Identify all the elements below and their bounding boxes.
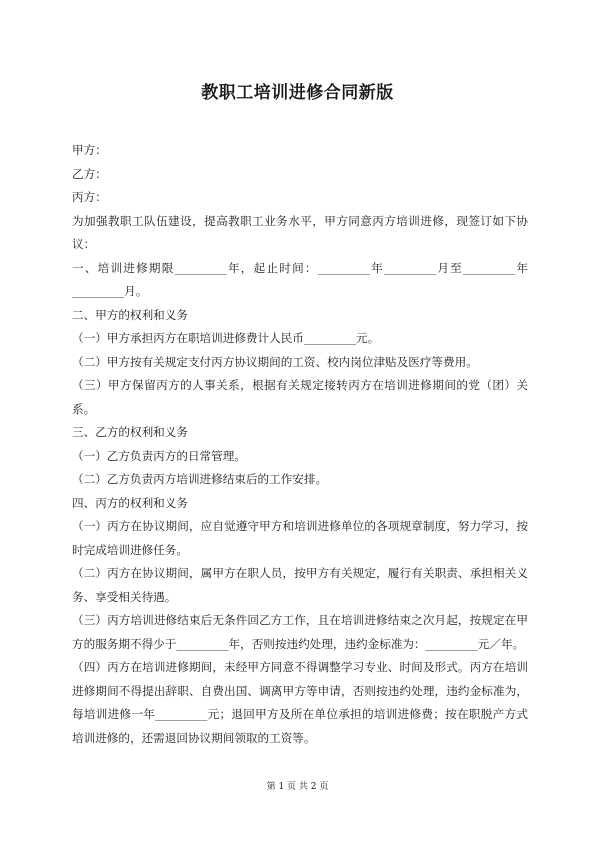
party-a-item-2: （二）甲方按有关规定支付丙方协议期间的工资、校内岗位津贴及医疗等费用。	[72, 354, 478, 369]
document-title: 教职工培训进修合同新版	[201, 83, 394, 103]
party-c-line: 丙方：	[72, 190, 107, 204]
document-body	[72, 139, 528, 750]
party-a-item-3: （三）甲方保留丙方的人事关系，根据有关规定接转丙方在培训进修期间的党（团）关系。	[72, 378, 528, 416]
intro-paragraph: 为加强教职工队伍建设，提高教职工业务水平，甲方同意丙方培训进修，现签订如下协议：	[72, 213, 528, 251]
party-c-item-1: （一）丙方在协议期间，应自觉遵守甲方和培训进修单位的各项规章制度，努力学习，按时完成培训进修任务。	[72, 519, 528, 557]
clause-term: 一、培训进修期限_________年，起止时间：_________年_________月至_________年_________月。	[72, 260, 528, 298]
party-b-line: 乙方：	[72, 166, 107, 181]
page-number: 第 1 页 共 2 页	[266, 782, 329, 792]
party-b-item-1: （一）乙方负责丙方的日常管理。	[72, 448, 246, 463]
party-a-line: 甲方：	[72, 143, 107, 157]
party-c-item-3: （三）丙方培训进修结束后无条件回乙方工作，且在培训进修结束之次月起，按规定在甲方的服务期不得少于_________年，否则按违约处理，违约金标准为：_________元／年。	[72, 613, 528, 651]
party-b-item-2: （二）乙方负责丙方培训进修结束后的工作安排。	[72, 472, 328, 486]
party-a-item-1: （一）甲方承担丙方在职培训进修费计人民币_________元。	[72, 331, 380, 345]
section-heading-party-a: 二、甲方的权利和义务	[72, 307, 188, 322]
party-c-item-4: （四）丙方在培训进修期间，未经甲方同意不得调整学习专业、时间及形式。丙方在培训进修期间不得提出辞职、自费出国、调离甲方等申请，否则按违约处理，违约金标准为，每培训进修一年_________元；退回甲方及所在单位承担的培训进修费；按在职脱产方式培训进修的，还需退回协议期间领取的工资等。	[72, 660, 528, 745]
section-heading-party-c: 四、丙方的权利和义务	[72, 495, 188, 510]
party-c-item-2: （二）丙方在协议期间，属甲方在职人员，按甲方有关规定，履行有关职责、承担相关义务、享受相关待遇。	[72, 566, 528, 604]
section-heading-party-b: 三、乙方的权利和义务	[72, 425, 188, 439]
